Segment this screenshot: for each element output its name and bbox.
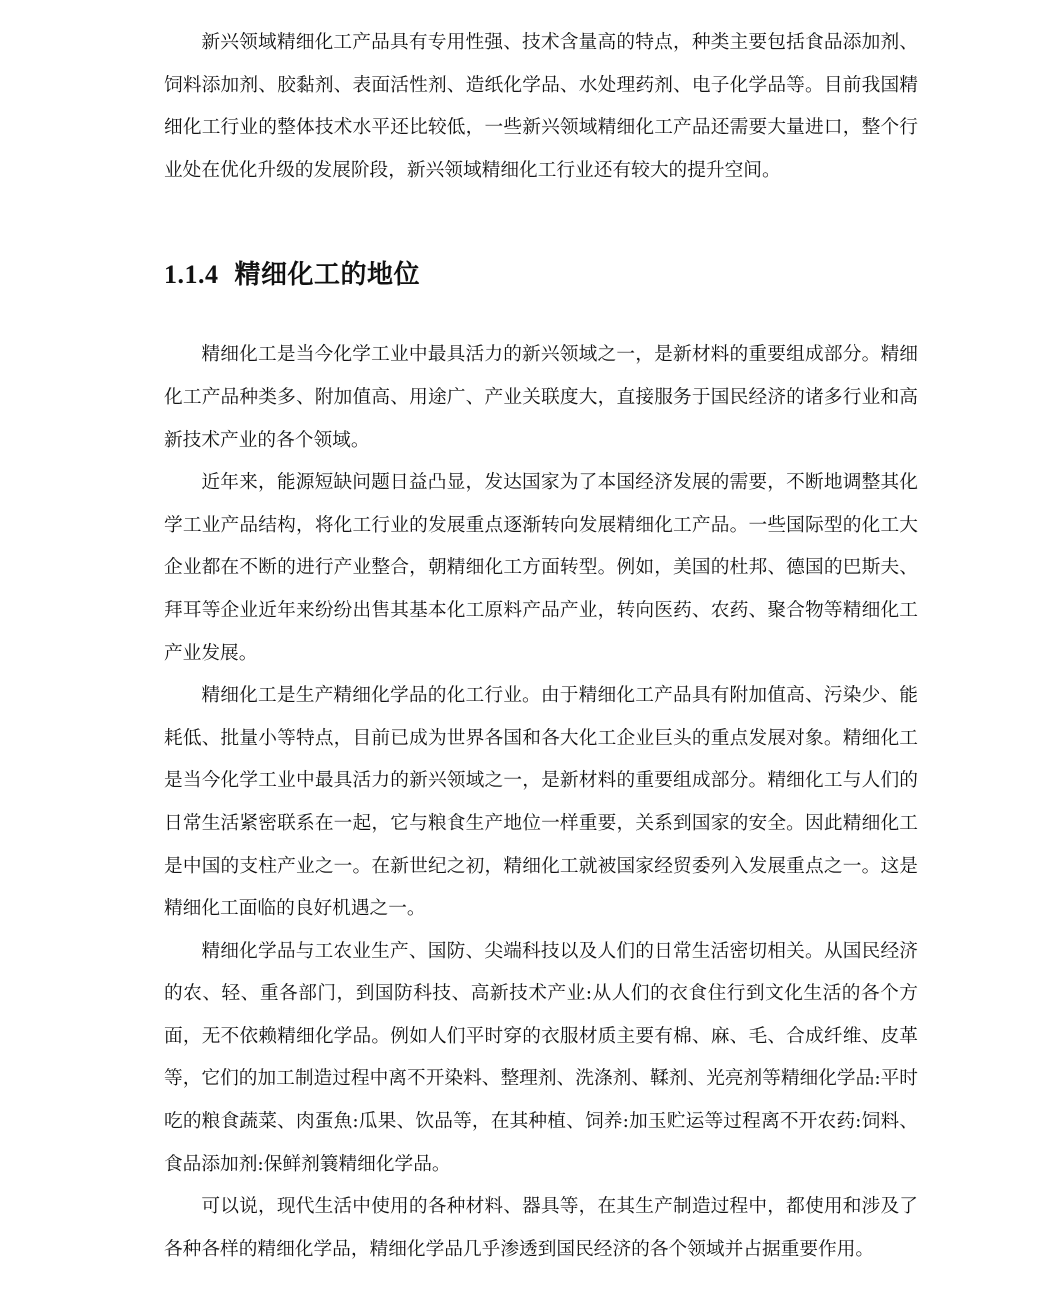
section-title: 精细化工的地位 [234,260,421,291]
section-number: 1.1.4 [164,260,219,290]
paragraph-fine-chemical-industry: 精细化工是生产精细化学品的化工行业。由于精细化工产品具有附加值高、污染少、能耗低、批量小等特点，目前已成为世界各国和各大化工企业巨头的重点发展对象。精细化工是当今化学工业中最具活力的新兴领域之一，是新材料的重要组成部分。精细化工与人们的日常生活紧密联系在一起，它与粮食生产地位一样重要，关系到国家的安全。因此精细化工是中国的支柱产业之一。在新世纪之初，精细化工就被国家经贸委列入发展重点之一。这是精细化工面临的良好机遇之一。 [164,685,918,920]
paragraph-industry-restructuring: 近年来，能源短缺问题日益凸显，发达国家为了本国经济发展的需要，不断地调整其化学工业产品结构，将化工行业的发展重点逐渐转向发展精细化工产品。一些国际型的化工大企业都在不断的进行产业整合，朝精细化工方面转型。例如，美国的杜邦、德国的巴斯夫、拜耳等企业近年来纷纷出售其基本化工原料产品产业，转向医药、农药、聚合物等精细化工产业发展。 [164,472,918,664]
paragraph-daily-life-relevance: 精细化学品与工农业生产、国防、尖端科技以及人们的日常生活密切相关。从国民经济的农、轻、重各部门，到国防科技、高新技术产业:从人们的衣食住行到文化生活的各个方面，无不依赖精细化学品。例如人们平时穿的衣服材质主要有棉、麻、毛、合成纤维、皮革等，它们的加工制造过程中离不开染料、整理剂、洗涤剂、鞣剂、光亮剂等精细化学品:平时吃的粮食蔬菜、肉蛋魚:瓜果、饮品等，在其种植、饲养:加玉贮运等过程离不开农药:饲料、食品添加剂:保鲜剂簔精细化学品。 [164,940,918,1175]
document-page [164,22,918,1271]
paragraph-conclusion: 可以说，现代生活中使用的各种材料、器具等，在其生产制造过程中，都使用和涉及了各种各样的精细化学品，精细化学品几乎渗透到国民经济的各个领域并占据重要作用。 [164,1196,918,1260]
section-heading [164,255,918,295]
paragraph-status-of-fine-chemicals: 精细化工是当今化学工业中最具活力的新兴领域之一，是新材料的重要组成部分。精细化工产品种类多、附加值高、用途广、产业关联度大，直接服务于国民经济的诸多行业和高新技术产业的各个领域。 [164,344,918,451]
intro-paragraph: 新兴领域精细化工产品具有专用性强、技术含量高的特点，种类主要包括食品添加剂、饲料添加剂、胶黏剂、表面活性剂、造纸化学品、水处理药剂、电子化学品等。目前我国精细化工行业的整体技术水平还比较低，一些新兴领域精细化工产品还需要大量进口，整个行业处在优化升级的发展阶段，新兴领域精细化工行业还有较大的提升空间。 [164,32,918,181]
